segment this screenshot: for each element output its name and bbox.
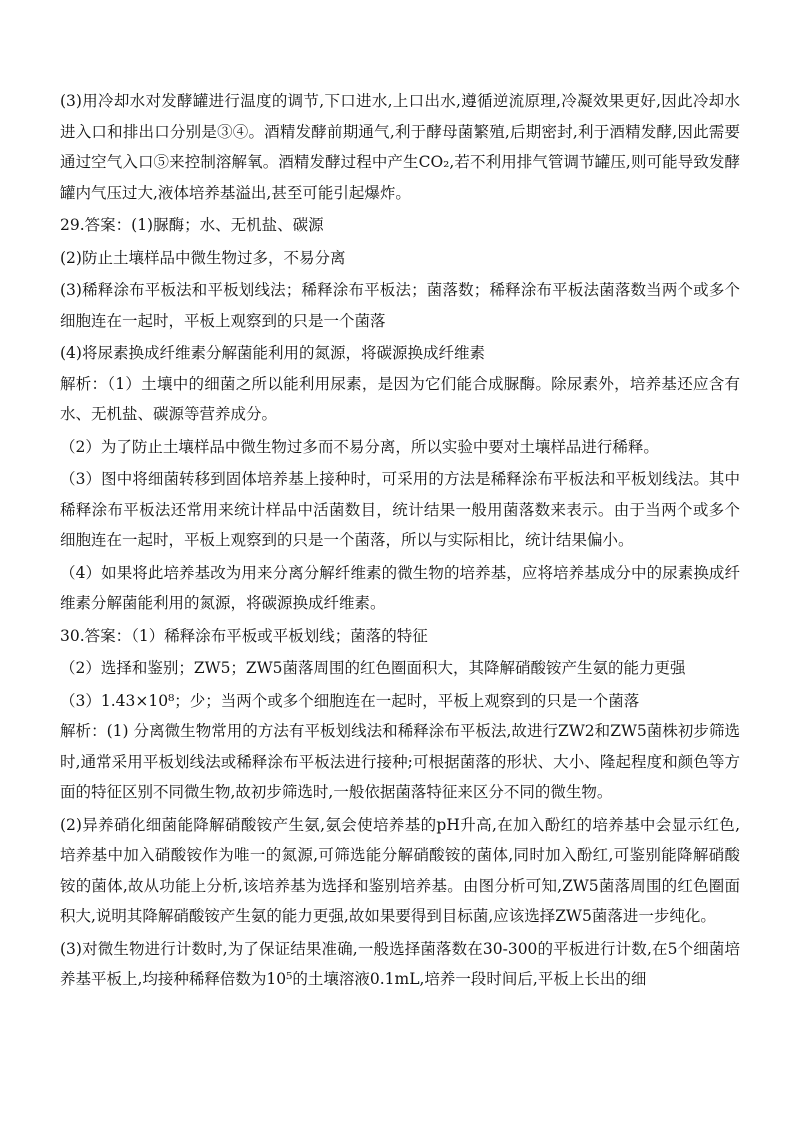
q29-analysis-2: （2）为了防止土壤样品中微生物过多而不易分离，所以实验中要对土壤样品进行稀释。 xyxy=(60,437,659,456)
q30-analysis-1: 解析：(1) 分离微生物常用的方法有平板划线法和稀释涂布平板法,故进行ZW2和ZW5菌株初步筛选时,通常采用平板划线法或稀释涂布平板法进行接种;可根据菌落的形状、大小、隆起程度和颜色等方面的特征区别不同微生物,故初步筛选时,一般依据菌落特征来区分不同的微生物。 xyxy=(60,722,740,801)
q30-answer-1: 30.答案：（1）稀释涂布平板或平板划线；菌落的特征 xyxy=(60,626,428,645)
q29-answer-3: (3)稀释涂布平板法和平板划线法；稀释涂布平板法；菌落数；稀释涂布平板法菌落数当两个或多个细胞连在一起时，平板上观察到的只是一个菌落 xyxy=(60,281,740,330)
q29-analysis-3: （3）图中将细菌转移到固体培养基上接种时，可采用的方法是稀释涂布平板法和平板划线法。其中稀释涂布平板法还常用来统计样品中活菌数目，统计结果一般用菌落数来表示。由于当两个或多个细胞连在一起时，平板上观察到的只是一个菌落，所以与实际相比，统计结果偏小。 xyxy=(60,470,740,549)
q29-answer-2: (2)防止土壤样品中微生物过多，不易分离 xyxy=(60,248,346,267)
q29-answer-1: 29.答案：(1)脲酶；水、无机盐、碳源 xyxy=(60,216,324,234)
q29-analysis-4: （4）如果将此培养基改为用来分离分解纤维素的微生物的培养基，应将培养基成分中的尿素换成纤维素分解菌能利用的氮源，将碳源换成纤维素。 xyxy=(60,563,740,612)
q30-answer-3: （3）1.43×10⁸；少；当两个或多个细胞连在一起时，平板上观察到的只是一个菌落 xyxy=(60,691,640,710)
paragraph-fermentation-analysis: (3)用冷却水对发酵罐进行温度的调节,下口进水,上口出水,遵循逆流原理,冷凝效果更好,因此冷却水进入口和排出口分别是③④。酒精发酵前期通气,利于酵母菌繁殖,后期密封,利于酒精发酵,因此需要通过空气入口⑤来控制溶解氧。酒精发酵过程中产生CO₂,若不利用排气管调节罐压,则可能导致发酵罐内气压过大,液体培养基溢出,甚至可能引起爆炸。 xyxy=(60,92,740,202)
document-page xyxy=(60,86,740,995)
q29-analysis-1: 解析：（1）土壤中的细菌之所以能利用尿素，是因为它们能合成脲酶。除尿素外，培养基还应含有水、无机盐、碳源等营养成分。 xyxy=(60,374,740,423)
q30-analysis-2: (2)异养硝化细菌能降解硝酸铵产生氨,氨会使培养基的pH升高,在加入酚红的培养基中会显示红色,培养基中加入硝酸铵作为唯一的氮源,可筛选能分解硝酸铵的菌体,同时加入酚红,可鉴别能降解硝酸铵的菌体,故从功能上分析,该培养基为选择和鉴别培养基。由图分析可知,ZW5菌落周围的红色圈面积大,说明其降解硝酸铵产生氨的能力更强,故如果要得到目标菌,应该选择ZW5菌落进一步纯化。 xyxy=(60,815,740,925)
q29-answer-4: (4)将尿素换成纤维素分解菌能利用的氮源，将碳源换成纤维素 xyxy=(60,344,485,362)
q30-answer-2: （2）选择和鉴别；ZW5；ZW5菌落周围的红色圈面积大，其降解硝酸铵产生氨的能力更强 xyxy=(60,659,686,677)
q30-analysis-3: (3)对微生物进行计数时,为了保证结果准确,一般选择菌落数在30-300的平板进行计数,在5个细菌培养基平板上,均接种稀释倍数为10⁵的土壤溶液0.1mL,培养一段时间后,平板上长出的细 xyxy=(60,939,740,988)
